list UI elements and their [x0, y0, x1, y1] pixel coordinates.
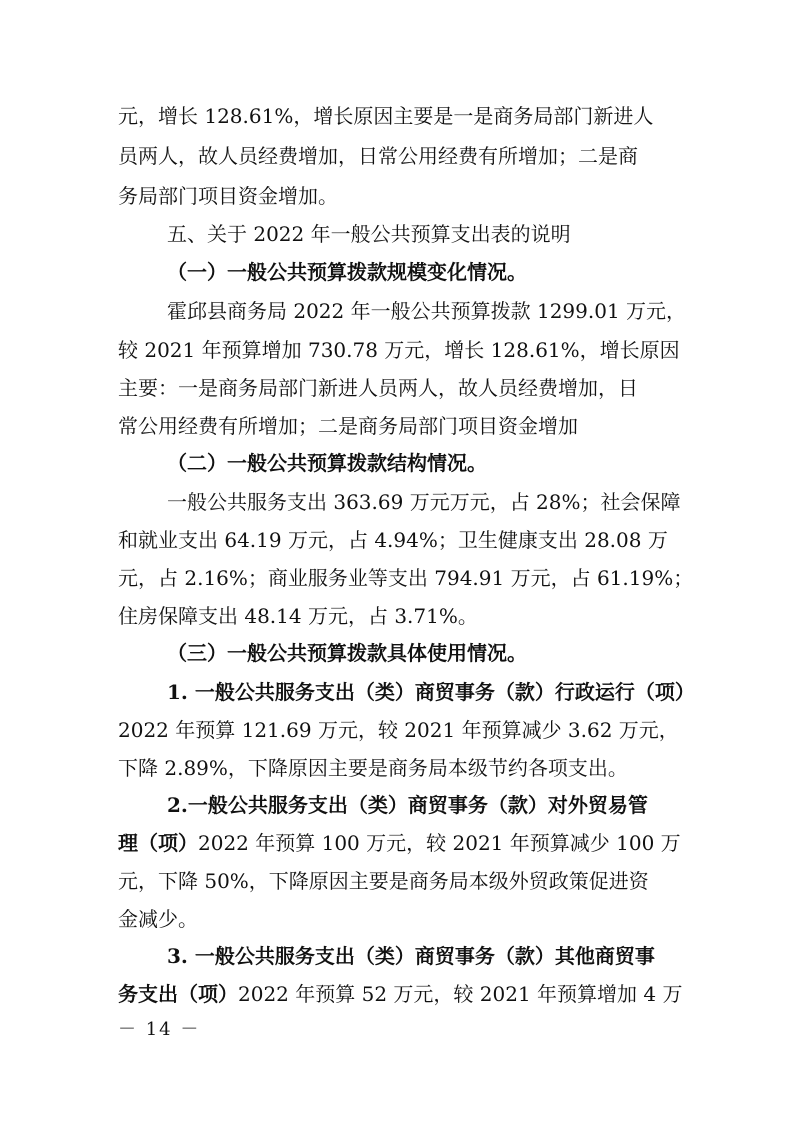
item-heading: 2.一般公共服务支出（类）商贸事务（款）对外贸易管: [167, 793, 648, 817]
item-heading-continuation: 理（项）: [118, 831, 198, 855]
paragraph-line: 住房保障支出 48.14 万元，占 3.71%。: [118, 604, 478, 628]
paragraph-line: 较 2021 年预算增加 730.78 万元，增长 128.61%，增长原因: [118, 338, 680, 362]
paragraph-line: 金减少。: [118, 907, 198, 931]
item-heading: 1. 一般公共服务支出（类）商贸事务（款）行政运行（项）: [167, 680, 695, 704]
paragraph-line: 常公用经费有所增加；二是商务局部门项目资金增加: [118, 414, 578, 438]
subsection-heading: （二）一般公共预算拨款结构情况。: [167, 451, 487, 475]
paragraph-line: 下降 2.89%，下降原因主要是商务局本级节约各项支出。: [118, 756, 628, 780]
paragraph-line: [118, 981, 793, 1007]
paragraph-line: 霍邱县商务局 2022 年一般公共预算拨款 1299.01 万元，: [167, 299, 687, 323]
paragraph-line: 元，增长 128.61%，增长原因主要是一是商务局部门新进人: [118, 104, 654, 128]
section-heading: 五、关于 2022 年一般公共预算支出表的说明: [167, 222, 571, 246]
paragraph-line: 2022 年预算 121.69 万元，较 2021 年预算减少 3.62 万元，: [118, 718, 679, 742]
paragraph-line: 元，占 2.16%；商业服务业等支出 794.91 万元，占 61.19%；: [118, 566, 694, 590]
paragraph-line: 主要：一是商务局部门新进人员两人，故人员经费增加，日: [118, 376, 638, 400]
paragraph-line: 元，下降 50%，下降原因主要是商务局本级外贸政策促进资: [118, 869, 649, 893]
paragraph-line: 一般公共服务支出 363.69 万元万元，占 28%；社会保障: [167, 490, 681, 514]
item-heading: 3. 一般公共服务支出（类）商贸事务（款）其他商贸事: [167, 944, 655, 968]
subsection-heading: （三）一般公共预算拨款具体使用情况。: [167, 641, 527, 665]
subsection-heading: （一）一般公共预算拨款规模变化情况。: [167, 260, 527, 284]
paragraph-line: 和就业支出 64.19 万元，占 4.94%；卫生健康支出 28.08 万: [118, 528, 668, 552]
paragraph-line: 务局部门项目资金增加。: [118, 184, 338, 208]
paragraph-line: [118, 830, 793, 856]
page-number: － 14 －: [118, 1019, 201, 1040]
paragraph-text: 2022 年预算 52 万元，较 2021 年预算增加 4 万: [238, 982, 683, 1006]
paragraph-text: 2022 年预算 100 万元，较 2021 年预算减少 100 万: [198, 831, 681, 855]
paragraph-line: 员两人，故人员经费增加，日常公用经费有所增加；二是商: [118, 144, 638, 168]
item-heading-continuation: 务支出（项）: [118, 982, 238, 1006]
